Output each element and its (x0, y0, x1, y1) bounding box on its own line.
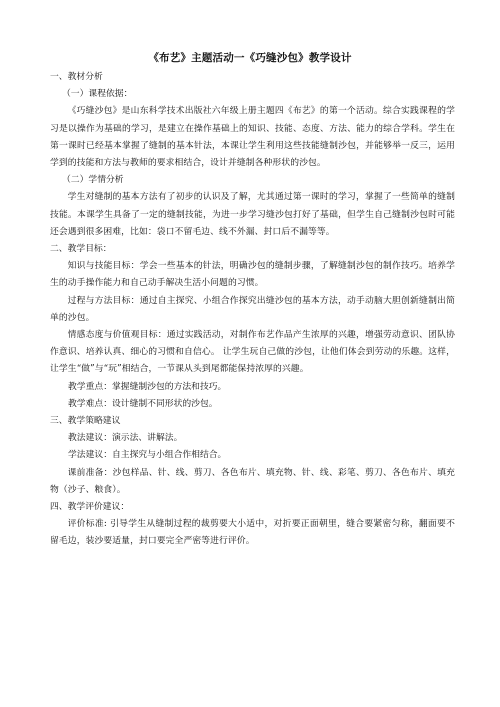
section-heading-strategy: 三、教学策略建议 (50, 416, 121, 427)
document-title: 《布艺》主题活动一《巧缝沙包》教学设计 (148, 52, 352, 64)
paragraph-learner-analysis: 学生对缝制的基本方法有了初步的认识及了解，尤其通过第一课时的学习，掌握了一些简单的缝制技能。本课学生具备了一定的缝制技能，为进一步学习缝沙包打好了基础，但学生自己缝制沙包时可能还会遇到很多困难，比如：袋口不留毛边、线不外漏、封口后不漏等等。 (50, 192, 455, 237)
section-heading-evaluation: 四、教学评价建议： (50, 502, 130, 513)
subsection-heading-learners: （二）学情分析 (62, 175, 124, 186)
teaching-difficulty: 教学难点：设计缝制不同形状的沙包。 (68, 398, 218, 409)
subsection-heading-basis: （一）课程依据： (62, 89, 133, 100)
paragraph-attitude-goal: 情感态度与价值观目标：通过实践活动，对制作布艺作品产生浓厚的兴趣，增强劳动意识、团队协作意识、培养认真、细心的习惯和自信心。 让学生玩自己做的沙包，让他们体会到劳动的乐趣。这样，让学生“做”与“玩”相结合，一节课从头到尾都能保持浓厚的兴趣。 (50, 330, 455, 375)
paragraph-course-basis: 《巧缝沙包》是山东科学技术出版社六年级上册主题四《布艺》的第一个活动。综合实践课程的学习是以操作为基础的学习，是建立在操作基础上的知识、技能、态度、方法、能力的综合学科。学生在第一课时已经基本掌握了缝制的基本针法，本课让学生利用这些技能缝制沙包，并能够举一反三，运用学到的技能和方法与教师的要求相结合，设计并缝制各种形状的沙包。 (50, 106, 455, 169)
learning-method: 学法建议：自主探究与小组合作相结合。 (68, 450, 227, 461)
document-body (50, 69, 455, 551)
paragraph-evaluation-criteria: 评价标准: 引导学生从缝制过程的裁剪要大小适中，对折要正面朝里，缝合要紧密匀称，翻面要不留毛边，装沙要适量，封口要完全严密等进行评价。 (50, 519, 455, 547)
paragraph-process-goal: 过程与方法目标：通过自主探究、小组合作探究出缝沙包的基本方法，动手动脑大胆创新缝制出简单的沙包。 (50, 295, 455, 323)
section-heading-objectives: 二、教学目标： (50, 244, 112, 255)
paragraph-knowledge-goal: 知识与技能目标：学会一些基本的针法，明确沙包的缝制步骤，了解缝制沙包的制作技巧。培养学生的动手操作能力和自己动手解决生活小问题的习惯。 (50, 261, 455, 289)
paragraph-preparation: 课前准备：沙包样品、针、线、剪刀、各色布片、填充物、针、线、彩笔、剪刀、各色布片、填充物（沙子、粮食）。 (50, 467, 455, 495)
teaching-key-point: 教学重点：掌握缝制沙包的方法和技巧。 (68, 381, 227, 392)
section-heading-materials: 一、教材分析 (50, 72, 103, 82)
teaching-method: 教法建议：演示法、讲解法。 (68, 433, 183, 444)
